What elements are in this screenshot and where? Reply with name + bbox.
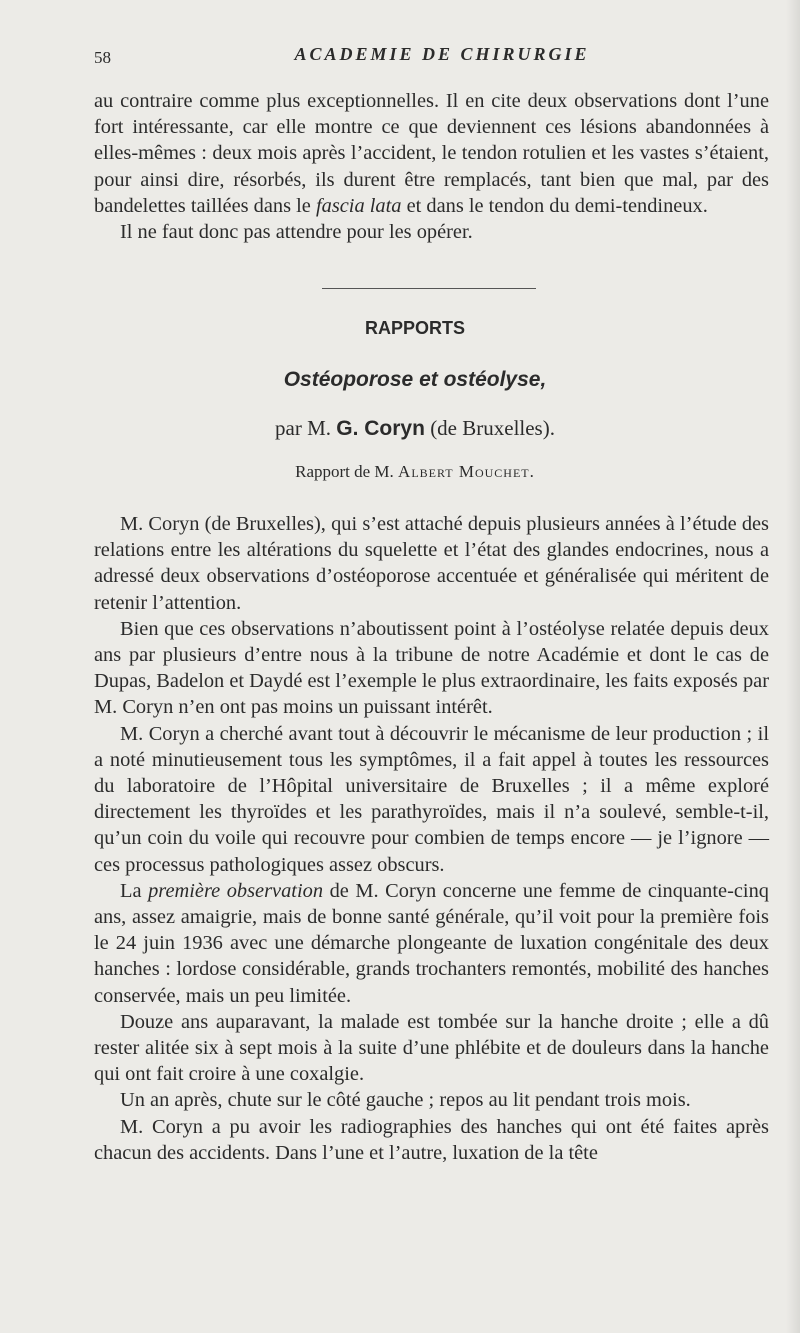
intro-conclusion: Il ne faut donc pas attendre pour les opérer. — [120, 221, 473, 244]
author-name: G. Coryn — [336, 417, 425, 440]
section-divider — [322, 288, 536, 289]
reporter-name: Albert Mouchet. — [398, 462, 535, 481]
reporter-line: Rapport de M. Albert Mouchet. — [295, 462, 535, 481]
report-paragraph: Un an après, chute sur le côté gauche ; repos au lit pendant trois mois. — [120, 1089, 691, 1112]
latin-term: fascia lata — [315, 194, 402, 217]
report-paragraph: La première observation de M. Coryn concerne une femme de cinquante-cinq ans, assez amaigrie, mais de bonne santé générale, qu’il voit pour la première fois le 24 juin 1936 avec une démarche plongeante de luxation congénitale des deux hanches : lordose considérable, grands trochanters remontés, mobilité des hanches conservée, mais un peu limitée. — [94, 879, 769, 1007]
page-number: 58 — [94, 48, 111, 67]
section-heading: RAPPORTS — [364, 318, 465, 338]
emphasis: première observation — [148, 879, 324, 902]
report-paragraph: Bien que ces observations n’aboutissent point à l’ostéolyse relatée depuis deux ans par plusieurs d’entre nous à la tribune de notre Académie et dont le cas de Dupas, Badelon et Daydé est l’exemple le plus extraordinaire, les faits exposés par M. Coryn n’en ont pas moins un puissant intérêt. — [94, 617, 769, 719]
running-header — [94, 44, 770, 74]
report-paragraph: M. Coryn (de Bruxelles), qui s’est attaché depuis plusieurs années à l’étude des relations entre les altérations du squelette et l’état des glandes endocrines, nous a adressé deux observations d’ostéoporose accentuée et généralisée qui méritent de retenir l’attention. — [94, 513, 769, 614]
journal-title: ACADEMIE DE CHIRURGIE — [294, 44, 590, 64]
report-paragraph: M. Coryn a pu avoir les radiographies des hanches qui ont été faites après chacun des accidents. Dans l’une et l’autre, luxation de la tête — [94, 1115, 769, 1164]
intro-text — [94, 88, 769, 245]
page-edge-shadow — [786, 0, 800, 1333]
report-paragraph: Douze ans auparavant, la malade est tombée sur la hanche droite ; elle a dû rester alitée six à sept mois à la suite d’une phlébite et de douleurs dans la hanche qui ont fait croire à une coxalgie. — [94, 1010, 769, 1086]
intro-paragraph: au contraire comme plus exceptionnelles. Il en cite deux observations dont l’une fort intéressante, car elle montre ce que deviennent ces lésions abandonnées à elles-mêmes : deux mois après l’accident, le tendon rotulien et les vastes s’étaient, pour ainsi dire, résorbés, ils durent être remplacés, tant bien que mal, par des bandelettes taillées dans le fascia lata et dans le tendon du demi-tendineux. — [94, 90, 769, 217]
report-text — [94, 511, 769, 1166]
article-title: Ostéoporose et ostéolyse, — [283, 368, 547, 391]
report-paragraph: M. Coryn a cherché avant tout à découvrir le mécanisme de leur production ; il a noté minutieusement tous les symptômes, il a fait appel à toutes les ressources du laboratoire de l’Hôpital universitaire de Bruxelles ; il a même exploré directement les thyroïdes et les parathyroïdes, mais il n’a soulevé, semble-t-il, qu’un coin du voile qui recouvre pour combien de temps encore — je l’ignore — ces processus pathologiques assez obscurs. — [94, 722, 769, 876]
byline: par M. G. Coryn (de Bruxelles). — [275, 416, 555, 440]
